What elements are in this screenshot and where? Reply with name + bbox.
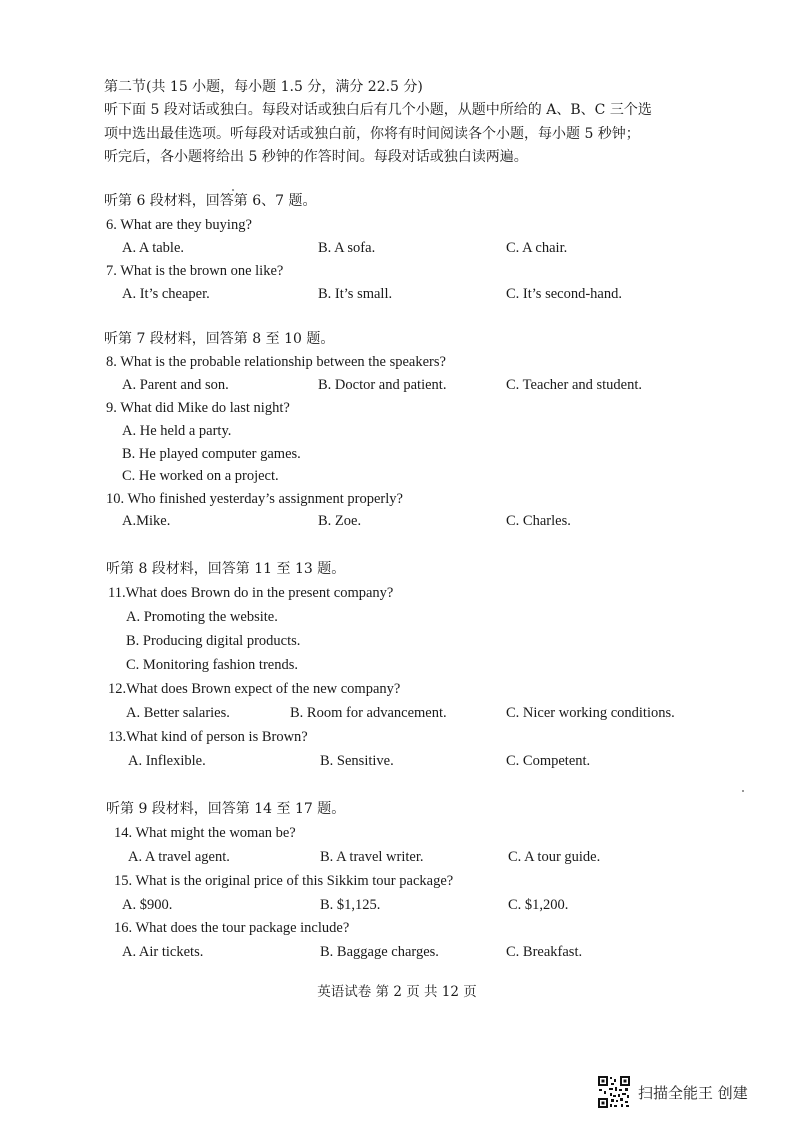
- option-b: B. A travel writer.: [320, 849, 424, 865]
- instruction-line: 听下面 5 段对话或独白。每段对话或独白后有几个小题，从题中所给的 A、B、C 三个选: [104, 102, 652, 118]
- option-c: C. $1,200.: [508, 897, 569, 913]
- qr-code-icon: [597, 1075, 631, 1109]
- option-b: B. Sensitive.: [320, 753, 394, 769]
- option-a: A.Mike.: [122, 513, 171, 529]
- question-stem: 13.What kind of person is Brown?: [108, 729, 308, 745]
- option-a: A. Air tickets.: [122, 944, 204, 960]
- option-b: B. Baggage charges.: [320, 944, 439, 960]
- option-c: C. Nicer working conditions.: [506, 705, 675, 721]
- question-stem: 16. What does the tour package include?: [114, 920, 350, 936]
- question-stem: 9. What did Mike do last night?: [106, 400, 290, 416]
- option-b: B. A sofa.: [318, 240, 376, 256]
- scan-speck: [742, 790, 744, 792]
- page-footer: 英语试卷 第 2 页 共 12 页: [317, 984, 477, 1000]
- option-b: B. It’s small.: [318, 286, 393, 302]
- option-c: C. Teacher and student.: [506, 377, 643, 393]
- group-heading: 听第 8 段材料，回答第 11 至 13 题。: [106, 561, 346, 577]
- option-a: A. $900.: [122, 897, 173, 913]
- option-b: B. Zoe.: [318, 513, 362, 529]
- question-stem: 12.What does Brown expect of the new company?: [108, 681, 401, 697]
- question-stem: 10. Who finished yesterday’s assignment properly?: [106, 491, 403, 507]
- option-c: C. He worked on a project.: [122, 468, 279, 484]
- question-stem: 15. What is the original price of this Sikkim tour package?: [114, 873, 454, 889]
- section-title: 第二节(共 15 小题，每小题 1.5 分，满分 22.5 分): [104, 79, 423, 95]
- instruction-line: 项中选出最佳选项。听每段对话或独白前，你将有时间阅读各个小题，每小题 5 秒钟；: [104, 126, 640, 142]
- question-stem: 11.What does Brown do in the present company?: [108, 585, 394, 601]
- option-c: C. Charles.: [506, 513, 571, 529]
- option-c: C. It’s second-hand.: [506, 286, 622, 302]
- scan-speck: [232, 189, 234, 191]
- option-c: C. Breakfast.: [506, 944, 583, 960]
- option-b: B. Producing digital products.: [126, 633, 301, 649]
- option-c: C. Monitoring fashion trends.: [126, 657, 298, 673]
- group-heading: 听第 9 段材料，回答第 14 至 17 题。: [106, 801, 346, 817]
- group-heading: 听第 7 段材料，回答第 8 至 10 题。: [104, 331, 335, 347]
- option-b: B. Doctor and patient.: [318, 377, 447, 393]
- option-c: C. Competent.: [506, 753, 591, 769]
- option-b: B. Room for advancement.: [290, 705, 447, 721]
- option-b: B. He played computer games.: [122, 446, 301, 462]
- option-a: A. Parent and son.: [122, 377, 229, 393]
- option-b: B. $1,125.: [320, 897, 381, 913]
- option-c: C. A chair.: [506, 240, 568, 256]
- option-a: A. He held a party.: [122, 423, 232, 439]
- question-stem: 14. What might the woman be?: [114, 825, 296, 841]
- question-stem: 8. What is the probable relationship between the speakers?: [106, 354, 446, 370]
- option-a: A. It’s cheaper.: [122, 286, 210, 302]
- option-a: A. Inflexible.: [128, 753, 206, 769]
- option-a: A. Promoting the website.: [126, 609, 278, 625]
- group-heading: 听第 6 段材料，回答第 6、7 题。: [104, 193, 317, 209]
- scanner-watermark-text: 扫描全能王 创建: [638, 1084, 748, 1102]
- option-c: C. A tour guide.: [508, 849, 601, 865]
- option-a: A. A travel agent.: [128, 849, 230, 865]
- option-a: A. A table.: [122, 240, 185, 256]
- question-stem: 6. What are they buying?: [106, 217, 252, 233]
- option-a: A. Better salaries.: [126, 705, 230, 721]
- question-stem: 7. What is the brown one like?: [106, 263, 284, 279]
- instruction-line: 听完后，各小题将给出 5 秒钟的作答时间。每段对话或独白读两遍。: [104, 149, 528, 165]
